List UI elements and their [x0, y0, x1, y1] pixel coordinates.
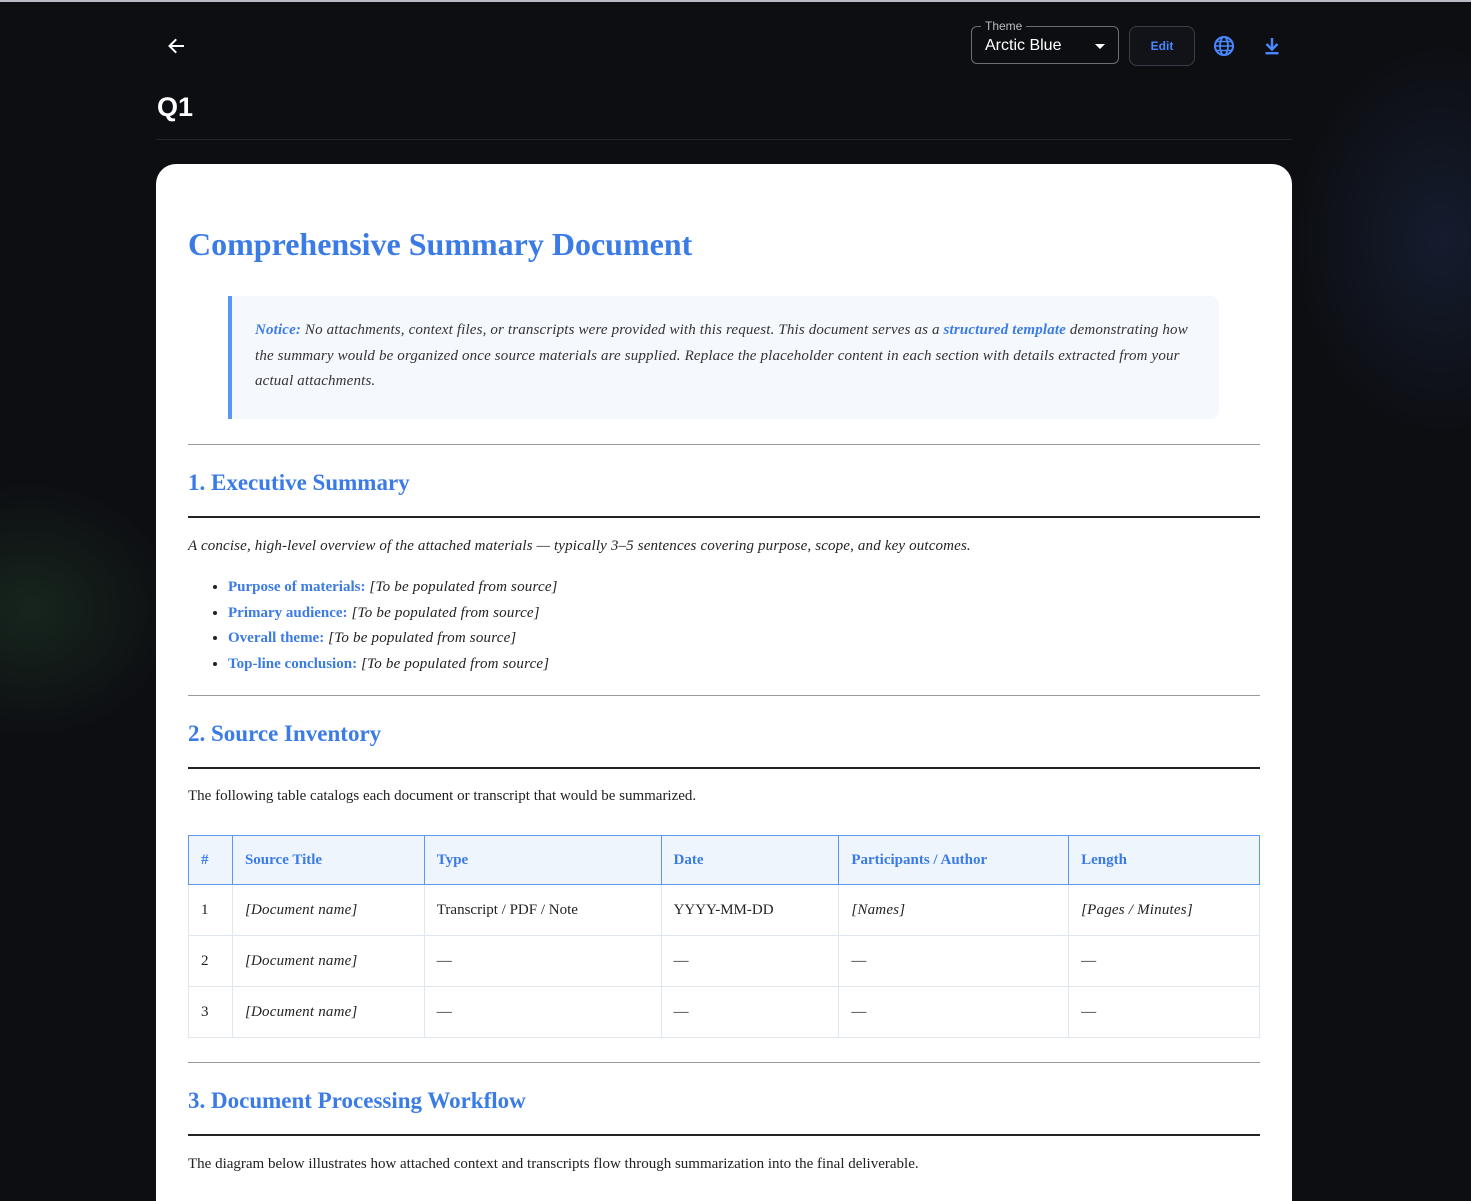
arrow-left-icon: [166, 36, 186, 56]
bullet-label: Top-line conclusion:: [228, 656, 358, 673]
edit-button[interactable]: Edit: [1129, 26, 1195, 66]
page-title: Q1: [157, 92, 194, 122]
table-cell: [Document name]: [232, 936, 424, 987]
bullet-value: [To be populated from source]: [347, 604, 540, 621]
table-cell: —: [424, 936, 661, 987]
executive-summary-list: [188, 575, 558, 678]
notice-text-2: demonstrating how the summary would be organized once source materials are supplied. Replace the placeholder content in each section with details extracted from your actual attachments.: [255, 322, 1188, 389]
download-button[interactable]: [1258, 32, 1286, 60]
table-cell: Transcript / PDF / Note: [424, 885, 661, 936]
table-cell: YYYY-MM-DD: [661, 885, 839, 936]
table-row: [189, 936, 1260, 987]
bullet-label: Purpose of materials:: [228, 579, 366, 595]
section-heading-workflow: 3. Document Processing Workflow: [188, 1088, 1260, 1136]
theme-select[interactable]: [971, 19, 1119, 64]
bullet-value: [To be populated from source]: [324, 630, 517, 647]
notice-text-1: No attachments, context files, or transcripts were provided with this request. This document serves as a: [301, 322, 944, 338]
document-card: [156, 164, 1292, 1201]
column-header-length: Length: [1069, 836, 1260, 885]
notice-highlight: structured template: [943, 322, 1066, 338]
column-header-number: #: [189, 836, 233, 885]
table-cell: [Pages / Minutes]: [1069, 885, 1260, 936]
table-row: [189, 987, 1260, 1038]
section-divider: [188, 1062, 1260, 1063]
caret-down-icon: [1095, 44, 1105, 49]
table-cell: [Document name]: [232, 885, 424, 936]
notice-callout: [228, 296, 1219, 419]
table-cell: —: [839, 936, 1069, 987]
table-cell: —: [424, 987, 661, 1038]
bullet-label: Overall theme:: [228, 630, 325, 647]
section-divider: [188, 695, 1260, 696]
table-cell: —: [1069, 987, 1260, 1038]
notice-label: Notice:: [255, 322, 302, 338]
column-header-date: Date: [661, 836, 839, 885]
theme-select-value: Arctic Blue: [985, 37, 1062, 54]
list-item: [228, 652, 558, 678]
table-cell: [Document name]: [232, 987, 424, 1038]
globe-icon: [1213, 35, 1235, 57]
document-title: Comprehensive Summary Document: [188, 226, 693, 262]
source-inventory-intro: The following table catalogs each document or transcript that would be summarized.: [188, 788, 697, 804]
table-row: [189, 885, 1260, 936]
background-glow-left: [0, 480, 180, 740]
section-divider: [188, 444, 1260, 445]
list-item: [228, 601, 558, 627]
bullet-label: Primary audience:: [228, 604, 348, 621]
source-inventory-table: [188, 835, 1260, 1038]
column-header-type: Type: [424, 836, 661, 885]
globe-button[interactable]: [1210, 32, 1238, 60]
list-item: [228, 626, 558, 652]
title-divider: [156, 139, 1292, 140]
list-item: [228, 575, 558, 601]
table-cell: —: [661, 936, 839, 987]
table-cell: 3: [189, 987, 233, 1038]
theme-select-label: Theme: [981, 18, 1026, 34]
executive-summary-intro: A concise, high-level overview of the attached materials — typically 3–5 sentences covering purpose, scope, and key outcomes.: [188, 538, 971, 554]
column-header-participants: Participants / Author: [839, 836, 1069, 885]
bullet-value: [To be populated from source]: [365, 579, 558, 595]
window-top-border: [0, 0, 1471, 2]
table-cell: 1: [189, 885, 233, 936]
table-cell: —: [661, 987, 839, 1038]
table-cell: —: [839, 987, 1069, 1038]
table-cell: —: [1069, 936, 1260, 987]
back-button[interactable]: [160, 30, 192, 62]
workflow-intro: The diagram below illustrates how attached context and transcripts flow through summarization into the final deliverable.: [188, 1156, 919, 1172]
table-cell: [Names]: [839, 885, 1069, 936]
table-header-row: [189, 836, 1260, 885]
section-heading-source-inventory: 2. Source Inventory: [188, 721, 1260, 769]
bullet-value: [To be populated from source]: [357, 656, 550, 673]
table-cell: 2: [189, 936, 233, 987]
download-icon: [1262, 36, 1282, 56]
section-heading-executive-summary: 1. Executive Summary: [188, 470, 1260, 518]
background-glow-right: [1291, 40, 1471, 440]
column-header-source-title: Source Title: [232, 836, 424, 885]
